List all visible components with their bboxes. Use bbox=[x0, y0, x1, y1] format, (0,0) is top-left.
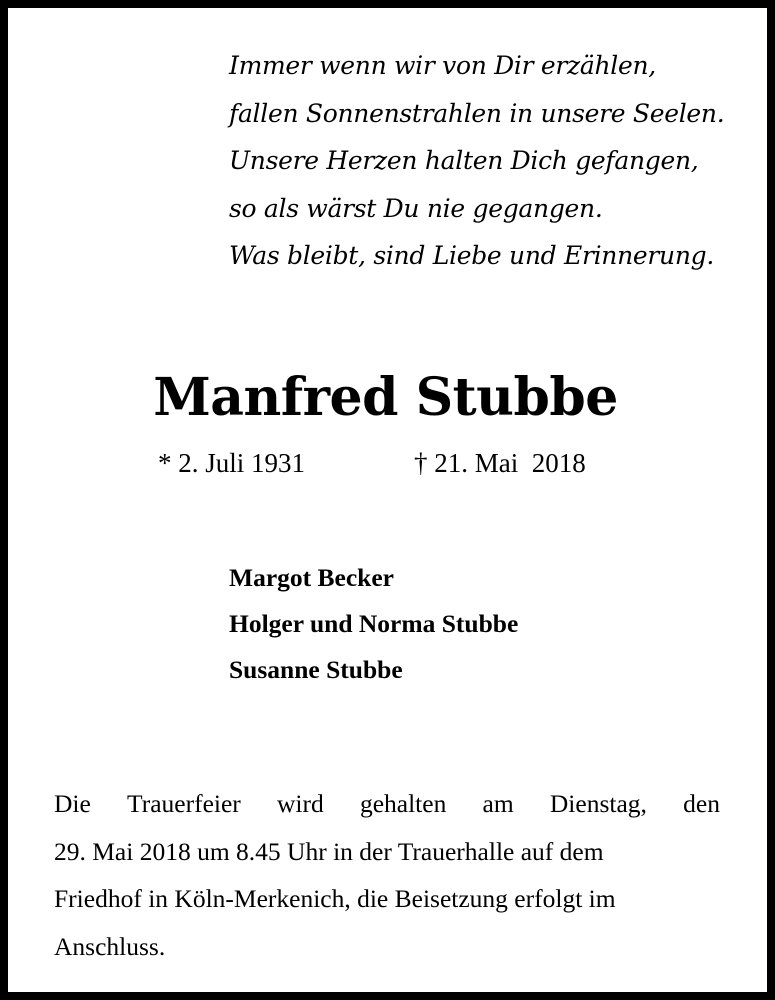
notice-word: wird bbox=[277, 789, 324, 818]
deceased-name: Manfred Stubbe bbox=[153, 367, 618, 428]
notice-word: Die bbox=[54, 789, 91, 818]
notice-word: gehalten bbox=[359, 789, 447, 818]
funeral-notice bbox=[54, 780, 720, 970]
notice-word: am bbox=[482, 789, 514, 818]
mourner-name: Susanne Stubbe bbox=[229, 655, 403, 684]
birth-date: * 2. Juli 1931 bbox=[158, 448, 306, 478]
mourners-list bbox=[229, 555, 518, 693]
notice-word: Dienstag, bbox=[549, 789, 647, 818]
poem-line: Immer wenn wir von Dir erzählen, bbox=[229, 51, 656, 80]
notice-line: Friedhof in Köln-Merkenich, die Beisetzung erfolgt im bbox=[54, 884, 616, 913]
notice-word: den bbox=[683, 789, 720, 818]
poem-line: fallen Sonnenstrahlen in unsere Seelen. bbox=[229, 98, 725, 128]
memorial-poem bbox=[229, 42, 724, 280]
poem-line: Was bleibt, sind Liebe und Erinnerung. bbox=[229, 241, 714, 270]
notice-line: Anschluss. bbox=[54, 931, 166, 961]
mourner-name: Margot Becker bbox=[229, 563, 394, 592]
poem-line: so als wärst Du nie gegangen. bbox=[229, 193, 603, 223]
notice-line: 29. Mai 2018 um 8.45 Uhr in der Trauerhalle auf dem bbox=[54, 836, 604, 866]
mourner-name: Holger und Norma Stubbe bbox=[229, 609, 519, 638]
notice-line-justified bbox=[54, 780, 720, 828]
notice-word: Trauerfeier bbox=[127, 789, 241, 818]
poem-line: Unsere Herzen halten Dich gefangen, bbox=[229, 146, 699, 175]
death-date: † 21. Mai 2018 bbox=[414, 448, 586, 478]
